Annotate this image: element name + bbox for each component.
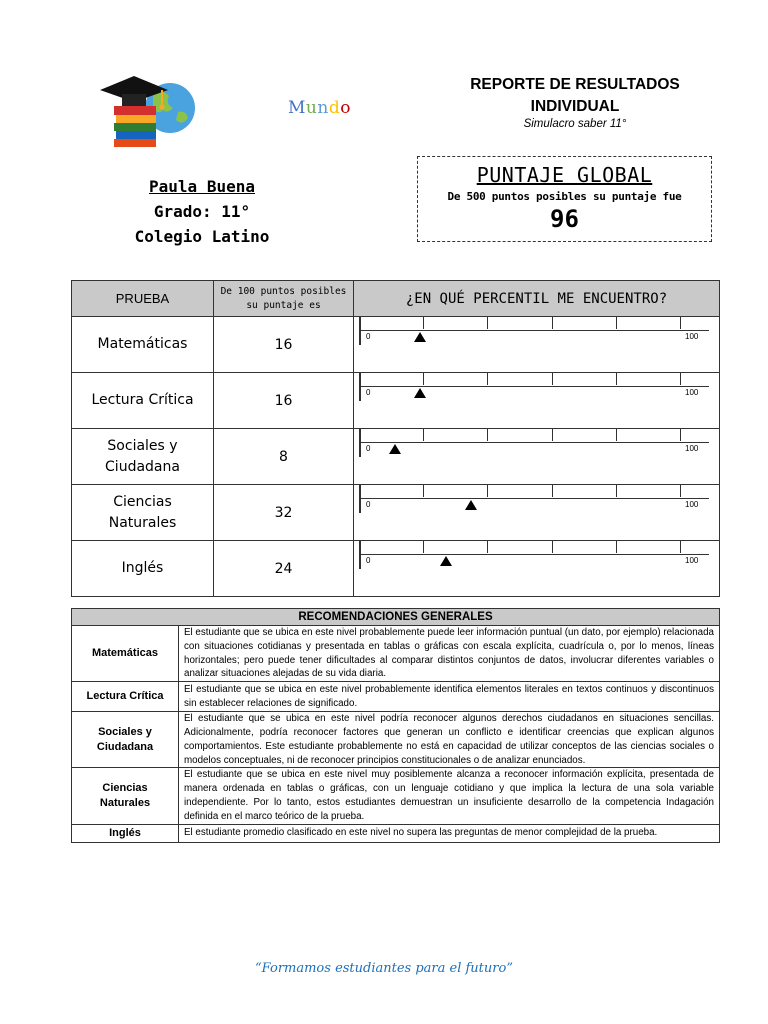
percentile-axis-start xyxy=(359,429,361,457)
percentile-min-label: 0 xyxy=(366,444,371,453)
results-row xyxy=(72,541,720,597)
recommendation-subject-name: Matemáticas xyxy=(91,647,159,660)
percentile-axis-start xyxy=(359,373,361,401)
percentile-cell xyxy=(354,541,720,597)
percentile-tick xyxy=(359,317,681,329)
recommendation-subject-name: Ciencias xyxy=(102,781,148,794)
subject-name: Lectura Crítica xyxy=(91,392,194,408)
percentile-axis xyxy=(359,442,709,443)
recommendation-subject xyxy=(72,626,179,682)
report-title-line1: REPORTE DE RESULTADOS xyxy=(470,76,680,93)
percentile-marker-icon xyxy=(414,388,426,398)
header-prueba: PRUEBA xyxy=(72,281,214,317)
header-score: De 100 puntos posibles su puntaje es xyxy=(214,281,354,317)
score-cell: 16 xyxy=(214,373,354,429)
footer-motto: “Formamos estudiantes para el futuro” xyxy=(255,961,513,976)
global-score-box xyxy=(417,156,712,242)
report-title xyxy=(420,74,730,118)
recommendation-subject xyxy=(72,712,179,768)
subject-name-line2: Ciudadana xyxy=(105,458,180,475)
percentile-marker-icon xyxy=(440,556,452,566)
percentile-axis xyxy=(359,498,709,499)
results-table xyxy=(71,280,720,597)
percentile-track xyxy=(359,429,709,457)
subject-cell xyxy=(72,429,214,485)
percentile-tick xyxy=(359,373,681,385)
percentile-track xyxy=(359,373,709,401)
percentile-cell xyxy=(354,429,720,485)
brand-letter: M xyxy=(288,98,306,118)
percentile-min-label: 0 xyxy=(366,388,371,397)
results-row xyxy=(72,373,720,429)
recommendation-subject xyxy=(72,824,179,842)
recommendation-subject-name: Lectura Crítica xyxy=(86,690,164,703)
results-row xyxy=(72,317,720,373)
recommendation-text: El estudiante promedio clasificado en este nivel no supera las preguntas de menor complejidad de la prueba. xyxy=(179,824,720,842)
percentile-cell xyxy=(354,317,720,373)
brand-letter: d xyxy=(328,98,341,118)
percentile-axis xyxy=(359,386,709,387)
subject-name: Matemáticas xyxy=(97,336,188,352)
percentile-axis xyxy=(359,330,709,331)
percentile-marker-icon xyxy=(465,500,477,510)
recommendation-text: El estudiante que se ubica en este nivel muy posiblemente alcanza a reconocer información explícita, presentada de manera ordenada en tablas o gráficas, con un lenguaje cotidiano y que implica la lectura de una sola variable independiente. Por lo tanto, estos estudiantes demuestran un insuficiente desarrollo de la competencia Indagación definida en el marco teórico de la prueba. xyxy=(179,768,720,824)
brand-letter: u xyxy=(305,98,318,118)
recommendations-table xyxy=(71,608,720,843)
percentile-max-label: 100 xyxy=(685,444,699,453)
percentile-axis xyxy=(359,554,709,555)
subject-cell xyxy=(72,485,214,541)
percentile-cell xyxy=(354,485,720,541)
school-logo xyxy=(98,72,198,152)
recommendation-text: El estudiante que se ubica en este nivel podría reconocer algunos derechos ciudadanos en situaciones sencillas. Adicionalmente, podría reconocer factores que generan un conflicto e identificar creencias que explican algunos comportamientos. Este estudiante probablemente no está en capacidad de utilizar conceptos de las ciencias sociales o modelos conceptuales, ni de reconocer principios constitucionales o de analizar enunciados. xyxy=(179,712,720,768)
subject-name: Inglés xyxy=(121,560,164,576)
recommendation-row xyxy=(72,768,720,824)
recommendation-row xyxy=(72,626,720,682)
percentile-axis-start xyxy=(359,317,361,345)
results-row xyxy=(72,429,720,485)
recommendation-subject-name-line2: Naturales xyxy=(99,796,151,809)
recommendation-subject-name-line2: Ciudadana xyxy=(96,740,154,753)
recommendation-subject xyxy=(72,682,179,712)
percentile-tick xyxy=(359,429,681,441)
percentile-tick xyxy=(359,541,681,553)
global-score-value: 96 xyxy=(550,205,579,233)
score-cell: 16 xyxy=(214,317,354,373)
recommendation-text: El estudiante que se ubica en este nivel probablemente puede leer información puntual (un dato, por ejemplo) relacionada con situaciones cotidianas y presentada en tablas o gráficas con escala explícita, cuadrícula o, por lo menos, líneas horizontales; pero puede tener dificultades al comparar distintos conjuntos de datos, involucrar diferentes variables o analizar situaciones alejadas de su vida diaria. xyxy=(179,626,720,682)
percentile-min-label: 0 xyxy=(366,556,371,565)
score-cell: 8 xyxy=(214,429,354,485)
recommendation-row xyxy=(72,682,720,712)
percentile-marker-icon xyxy=(389,444,401,454)
global-score-title: PUNTAJE GLOBAL xyxy=(476,163,653,187)
brand-letter: o xyxy=(340,98,351,118)
subject-cell xyxy=(72,541,214,597)
header-percentile: ¿EN QUÉ PERCENTIL ME ENCUENTRO? xyxy=(354,281,720,317)
student-grade: Grado: 11° xyxy=(153,202,251,221)
subject-cell xyxy=(72,373,214,429)
percentile-axis-start xyxy=(359,485,361,513)
percentile-max-label: 100 xyxy=(685,388,699,397)
brand-letter: n xyxy=(317,98,329,118)
subject-name: Ciencias xyxy=(113,493,172,510)
brand-name xyxy=(288,98,351,118)
score-cell: 24 xyxy=(214,541,354,597)
results-row xyxy=(72,485,720,541)
recommendation-subject xyxy=(72,768,179,824)
score-cell: 32 xyxy=(214,485,354,541)
percentile-tick xyxy=(359,485,681,497)
percentile-max-label: 100 xyxy=(685,500,699,509)
recommendation-row xyxy=(72,824,720,842)
subject-name: Sociales y xyxy=(107,437,178,454)
subject-name-line2: Naturales xyxy=(108,514,177,531)
percentile-track xyxy=(359,317,709,345)
report-title-line2: INDIVIDUAL xyxy=(530,98,620,115)
percentile-max-label: 100 xyxy=(685,332,699,341)
percentile-min-label: 0 xyxy=(366,332,371,341)
recommendations-title: RECOMENDACIONES GENERALES xyxy=(72,609,720,626)
percentile-max-label: 100 xyxy=(685,556,699,565)
percentile-cell xyxy=(354,373,720,429)
percentile-track xyxy=(359,485,709,513)
percentile-min-label: 0 xyxy=(366,500,371,509)
subject-cell xyxy=(72,317,214,373)
percentile-track xyxy=(359,541,709,569)
global-score-description: De 500 puntos posibles su puntaje fue xyxy=(447,190,682,203)
student-name: Paula Buena xyxy=(149,177,255,196)
recommendation-subject-name: Inglés xyxy=(109,826,141,839)
results-header-row xyxy=(72,281,720,317)
report-subtitle: Simulacro saber 11° xyxy=(523,118,627,130)
student-info xyxy=(112,174,292,249)
percentile-axis-start xyxy=(359,541,361,569)
recommendation-subject-name: Sociales y xyxy=(98,725,152,738)
student-school: Colegio Latino xyxy=(134,227,270,246)
recommendation-text: El estudiante que se ubica en este nivel probablemente identifica elementos literales en textos continuos y discontinuos sin establecer relaciones de significado. xyxy=(179,682,720,712)
percentile-marker-icon xyxy=(414,332,426,342)
recommendation-row xyxy=(72,712,720,768)
